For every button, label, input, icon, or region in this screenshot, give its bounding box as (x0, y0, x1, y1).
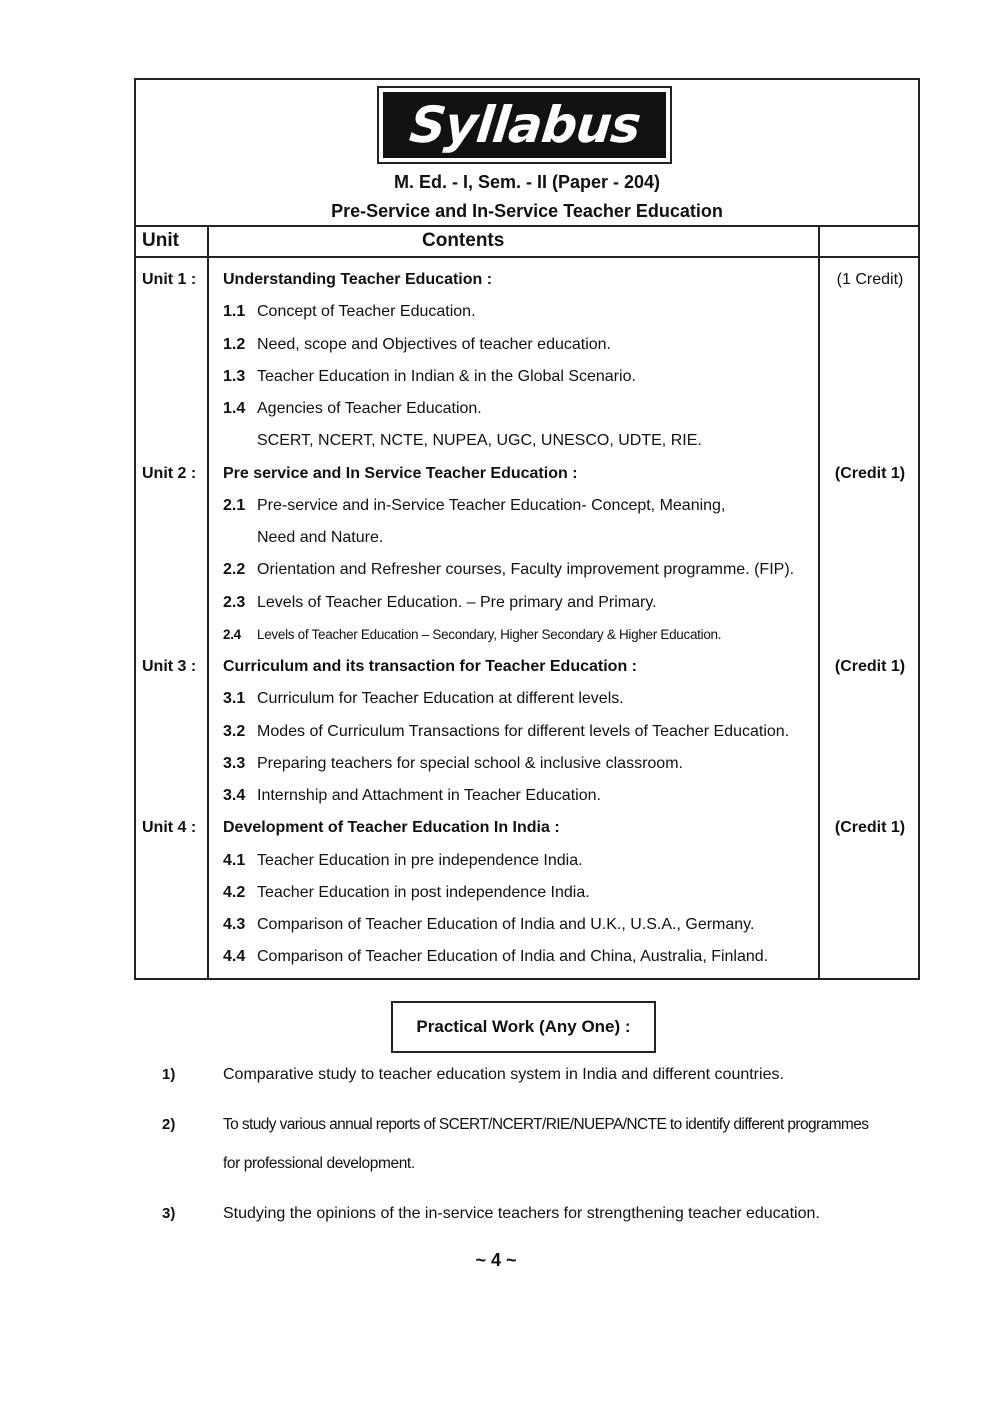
topic-row (0, 690, 992, 722)
topic-text: Pre-service and in-Service Teacher Education- Concept, Meaning, (257, 497, 726, 514)
topic-number: 3.2 (223, 723, 246, 740)
unit-label: Unit 1 : (142, 271, 197, 288)
topic-row (0, 948, 992, 980)
unit-label: Unit 3 : (142, 658, 197, 675)
topic-text: Need, scope and Objectives of teacher education. (257, 336, 611, 353)
topic-number: 4.2 (223, 884, 246, 901)
topic-number: 2.3 (223, 594, 246, 611)
practical-work-title: Practical Work (Any One) : (416, 1017, 631, 1036)
practical-item-text: Studying the opinions of the in-service teachers for strengthening teacher education. (223, 1205, 820, 1222)
topic-row (0, 400, 992, 432)
practical-work-title-box (391, 1001, 656, 1053)
agencies-list: SCERT, NCERT, NCTE, NUPEA, UGC, UNESCO, UDTE, RIE. (257, 432, 702, 449)
topic-row (0, 755, 992, 787)
topic-number: 4.1 (223, 852, 246, 869)
topic-text: Teacher Education in post independence India. (257, 884, 590, 901)
unit-credit: (Credit 1) (834, 658, 906, 675)
topic-text: Teacher Education in pre independence India. (257, 852, 583, 869)
unit-1-heading-row (0, 271, 992, 303)
topic-number: 4.3 (223, 916, 246, 933)
practical-item-text: Comparative study to teacher education system in India and different countries. (223, 1066, 784, 1083)
header-bottom-rule (136, 256, 918, 258)
unit-credit: (Credit 1) (834, 465, 906, 482)
topic-number: 3.1 (223, 690, 246, 707)
page-number: ~ 4 ~ (475, 1250, 517, 1270)
topic-row (0, 627, 992, 659)
header-top-rule (136, 225, 918, 227)
topic-text-continued: Need and Nature. (257, 529, 384, 546)
topic-text: Concept of Teacher Education. (257, 303, 476, 320)
syllabus-logo-text: Syllabus (406, 96, 643, 154)
topic-number: 2.1 (223, 497, 246, 514)
syllabus-logo (377, 86, 672, 164)
topic-number: 2.2 (223, 561, 246, 578)
topic-row (0, 336, 992, 368)
unit-heading: Curriculum and its transaction for Teacher Education : (223, 658, 637, 675)
unit-label: Unit 2 : (142, 465, 197, 482)
unit-heading: Development of Teacher Education In India : (223, 819, 560, 836)
topic-text: Comparison of Teacher Education of India and U.K., U.S.A., Germany. (257, 916, 755, 933)
topic-continuation-row (0, 529, 992, 561)
topic-text: Orientation and Refresher courses, Faculty improvement programme. (FIP). (257, 561, 795, 578)
topic-number: 3.3 (223, 755, 246, 772)
practical-item-number: 3) (162, 1205, 176, 1222)
topic-row (0, 303, 992, 335)
unit-3-heading-row (0, 658, 992, 690)
syllabus-logo-background (383, 92, 666, 158)
topic-row (0, 368, 992, 400)
unit-credit: (1 Credit) (836, 271, 904, 288)
course-title: M. Ed. - I, Sem. - II (Paper - 204) (393, 172, 661, 192)
unit-heading: Pre service and In Service Teacher Education : (223, 465, 578, 482)
topic-row (0, 884, 992, 916)
topic-continuation-row (0, 432, 992, 464)
topic-row (0, 723, 992, 755)
topic-row (0, 561, 992, 593)
topic-text: Comparison of Teacher Education of India and China, Australia, Finland. (257, 948, 769, 965)
unit-4-heading-row (0, 819, 992, 851)
unit-heading: Understanding Teacher Education : (223, 271, 493, 288)
topic-number: 1.3 (223, 368, 246, 385)
topic-text: Internship and Attachment in Teacher Education. (257, 787, 601, 804)
topic-row (0, 852, 992, 884)
topic-number: 2.4 (223, 627, 241, 642)
topic-text: Levels of Teacher Education. – Pre primary and Primary. (257, 594, 657, 611)
practical-item-number: 2) (162, 1116, 176, 1133)
practical-item-text: To study various annual reports of SCERT/NCERT/RIE/NUEPA/NCTE to identify different programmes (223, 1116, 869, 1133)
unit-2-heading-row (0, 465, 992, 497)
topic-number: 1.2 (223, 336, 246, 353)
unit-credit: (Credit 1) (834, 819, 906, 836)
paper-title: Pre-Service and In-Service Teacher Education (331, 201, 723, 221)
topic-text: Modes of Curriculum Transactions for different levels of Teacher Education. (257, 723, 790, 740)
topic-text: Teacher Education in Indian & in the Global Scenario. (257, 368, 636, 385)
practical-item-text-continued: for professional development. (223, 1155, 415, 1172)
topic-number: 1.4 (223, 400, 246, 417)
contents-column-header: Contents (422, 230, 505, 251)
topic-text: Preparing teachers for special school & inclusive classroom. (257, 755, 683, 772)
topic-number: 1.1 (223, 303, 246, 320)
topic-row (0, 497, 992, 529)
topic-number: 4.4 (223, 948, 246, 965)
unit-column-header: Unit (142, 230, 179, 251)
topic-text: Curriculum for Teacher Education at different levels. (257, 690, 624, 707)
topic-number: 3.4 (223, 787, 246, 804)
practical-item-number: 1) (162, 1066, 176, 1083)
topic-text: Levels of Teacher Education – Secondary, Higher Secondary & Higher Education. (257, 627, 722, 642)
topic-row (0, 787, 992, 819)
topic-row (0, 916, 992, 948)
topic-row (0, 594, 992, 626)
topic-text: Agencies of Teacher Education. (257, 400, 482, 417)
unit-label: Unit 4 : (142, 819, 197, 836)
